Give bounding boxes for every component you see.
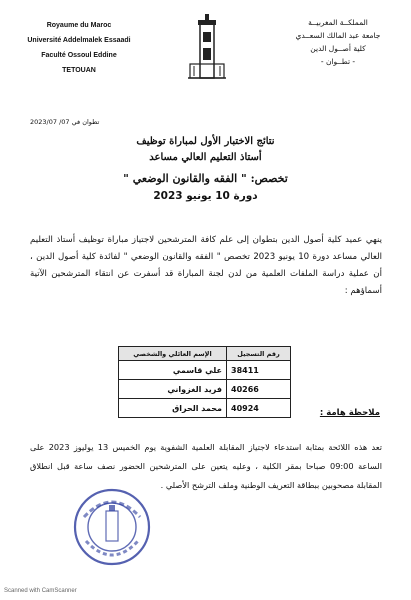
country-fr: Royaume du Maroc [46,22,112,29]
note-paragraph: تعد هذه اللائحة بمثابة استدعاء لاجتياز المقابلة العلمية الشفوية يوم الخميس 13 يوليوز 2023 على الساعة 09:00 صباحا بمقر الكلية ، وعليه يتعين على المترشحين الحضور نصف ساعة قبل انطلاق المقابلة مصحوبين ببطاقة التعريف الوطنية وملف الترشح الأصلي . [30,442,382,490]
header-arabic [279,16,397,68]
table-row [119,380,291,399]
cell-name: علي قاسمي [119,361,227,380]
note-heading: ملاحظة هامة : [319,408,380,418]
faculty-ar: كلية أصــول الدين [310,44,366,53]
university-fr: Université Addelmalek Essaadi [27,37,131,44]
table-row [119,399,291,418]
country-ar: المملكــة المغربيــة [308,18,368,27]
university-tower-logo [186,14,228,82]
cell-number: 40924 [227,399,291,418]
cell-number: 40266 [227,380,291,399]
title-line-3: تخصص: " الفقه والقانون الوضعي " [123,172,288,185]
title-line-4: دورة 10 يونيو 2023 [153,190,258,202]
faculty-stamp [72,487,152,567]
title-line-1: نتائج الاختبار الأول لمباراة توظيف [136,136,275,147]
scanner-footer: Scanned with CamScanner [4,588,77,594]
table-row [119,361,291,380]
col-header-name: الإسم العائلي والشخصي [119,347,227,361]
city-ar: - تطــوان - [320,57,356,66]
header-french [14,20,144,80]
cell-number: 38411 [227,361,291,380]
university-ar: جامعة عبد المالك السعــدي [295,31,381,40]
document-date: تطوان في 07/ 2023/07 [30,118,100,126]
candidates-table [118,346,291,418]
cell-name: فريد الغزواني [119,380,227,399]
table-header-row [119,347,291,361]
cell-name: محمد الحراق [119,399,227,418]
title-line-2: أستاذ التعليم العالي مساعد [149,152,262,163]
col-header-number: رقم التسجيل [227,347,291,361]
faculty-fr: Faculté Ossoul Eddine [41,52,117,59]
city-fr: TETOUAN [62,67,96,74]
intro-paragraph: ينهي عميد كلية أصول الدين بتطوان إلى علم كافة المترشحين لاجتياز مباراة توظيف أستاذ التعليم العالي مساعد دورة 10 يونيو 2023 تخصص " الفقه والقانون الوضعي " لفائدة كلية أصول الدين ، أن عملية دراسة الملفات العلمية من لدن لجنة المباراة قد أسفرت عن انتقاء المترشحين الآتية أسماؤهم : [30,235,382,296]
